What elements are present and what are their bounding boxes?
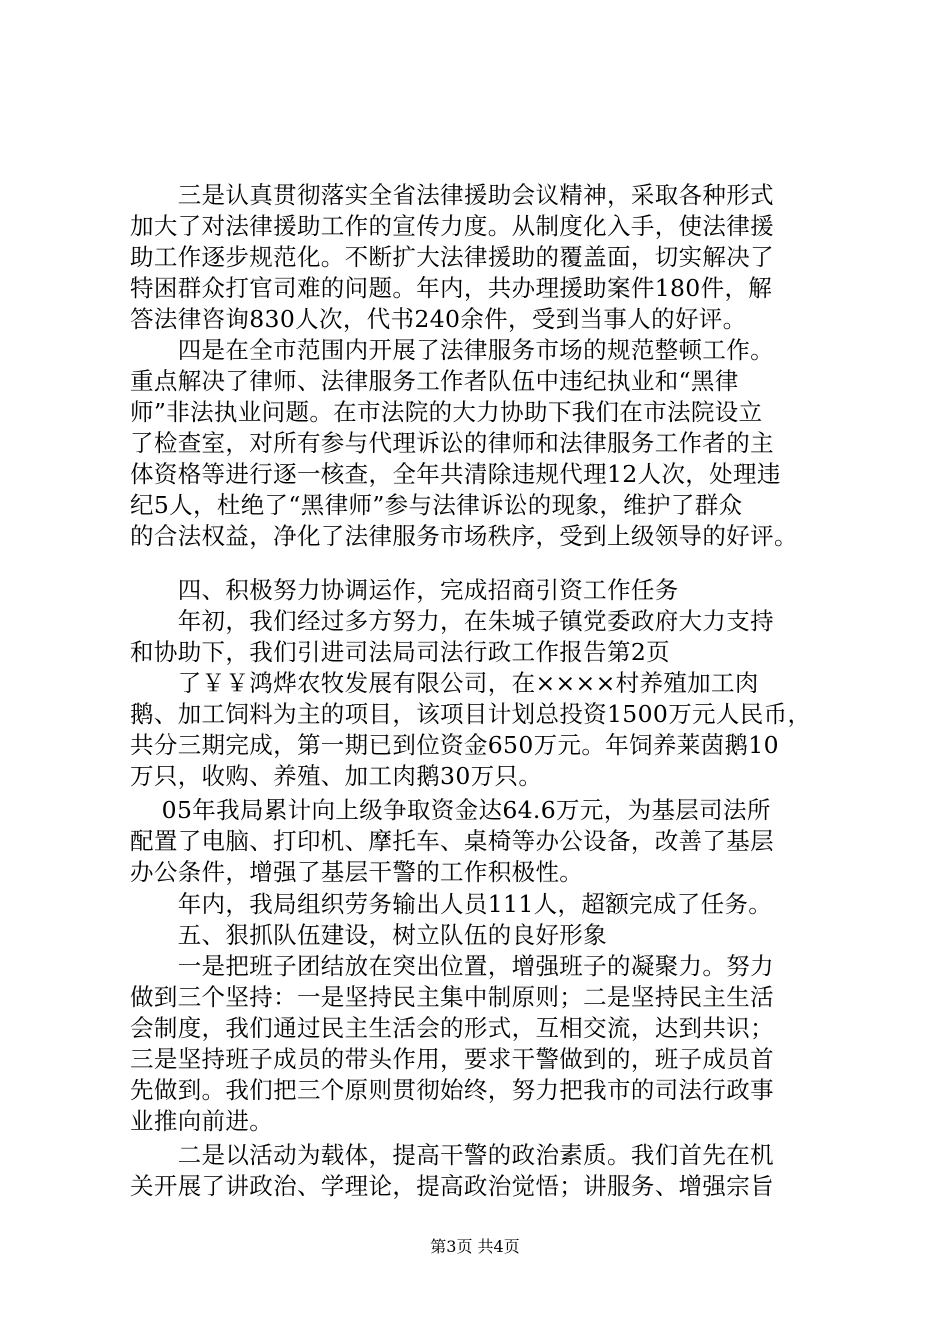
- text-line: 鹅、加工饲料为主的项目，该项目计划总投资1500万元人民币，: [130, 700, 812, 728]
- section-heading: 四、积极努力协调运作，完成招商引资工作任务: [130, 576, 679, 604]
- text-line: 05年我局累计向上级争取资金达64.6万元，为基层司法所: [130, 796, 771, 824]
- text-line: 了检查室，对所有参与代理诉讼的律师和法律服务工作者的主: [130, 429, 774, 457]
- text-line: 年内，我局组织劳务输出人员111人，超额完成了任务。: [130, 890, 773, 918]
- text-line: 先做到。我们把三个原则贯彻始终，努力把我市的司法行政事: [130, 1076, 774, 1104]
- text-line: 助工作逐步规范化。不断扩大法律援助的覆盖面，切实解决了: [130, 243, 774, 271]
- text-line: 做到三个坚持：一是坚持民主集中制原则；二是坚持民主生活: [130, 983, 774, 1011]
- text-line: 关开展了讲政治、学理论，提高政治觉悟；讲服务、增强宗旨: [130, 1172, 774, 1200]
- text-line: 师”非法执业问题。在市法院的大力协助下我们在市法院设立: [130, 398, 763, 426]
- text-line: 四是在全市范围内开展了法律服务市场的规范整顿工作。: [130, 336, 774, 364]
- text-line: 加大了对法律援助工作的宣传力度。从制度化入手，使法律援: [130, 212, 774, 240]
- text-line: 纪5人，杜绝了“黑律师”参与法律诉讼的现象，维护了群众: [130, 491, 743, 519]
- text-line: 的合法权益，净化了法律服务市场秩序，受到上级领导的好评。: [130, 522, 798, 550]
- section-heading: 五、狠抓队伍建设，树立队伍的良好形象: [130, 921, 607, 949]
- text-line: 特困群众打官司难的问题。年内，共办理援助案件180件，解: [130, 274, 773, 302]
- text-line: 万只，收购、养殖、加工肉鹅30万只。: [130, 762, 543, 790]
- text-line: 会制度，我们通过民主生活会的形式，互相交流，达到共识；: [130, 1014, 774, 1042]
- text-line: 二是以活动为载体，提高干警的政治素质。我们首先在机: [130, 1141, 774, 1169]
- text-line: 三是认真贯彻落实全省法律援助会议精神，采取各种形式: [130, 181, 774, 209]
- text-line: 答法律咨询830人次，代书240余件，受到当事人的好评。: [130, 305, 747, 333]
- text-line: 共分三期完成，第一期已到位资金650万元。年饲养莱茵鹅10: [130, 731, 779, 759]
- text-line: 重点解决了律师、法律服务工作者队伍中违纪执业和“黑律: [130, 367, 739, 395]
- text-line: 和协助下，我们引进司法局司法行政工作报告第2页: [130, 638, 671, 666]
- text-line: 一是把班子团结放在突出位置，增强班子的凝聚力。努力: [130, 952, 774, 980]
- text-line: 了￥￥鸿烨农牧发展有限公司，在××××村养殖加工肉: [130, 669, 759, 697]
- text-line: 三是坚持班子成员的带头作用，要求干警做到的，班子成员首: [130, 1045, 774, 1073]
- text-line: 体资格等进行逐一核查，全年共清除违规代理12人次，处理违: [130, 460, 781, 488]
- text-line: 办公条件，增强了基层干警的工作积极性。: [130, 858, 584, 886]
- page-footer: 第3页 共4页: [430, 1237, 520, 1256]
- text-line: 业推向前进。: [130, 1107, 274, 1135]
- text-line: 年初，我们经过多方努力，在朱城子镇党委政府大力支持: [130, 607, 774, 635]
- text-line: 配置了电脑、打印机、摩托车、桌椅等办公设备，改善了基层: [130, 827, 774, 855]
